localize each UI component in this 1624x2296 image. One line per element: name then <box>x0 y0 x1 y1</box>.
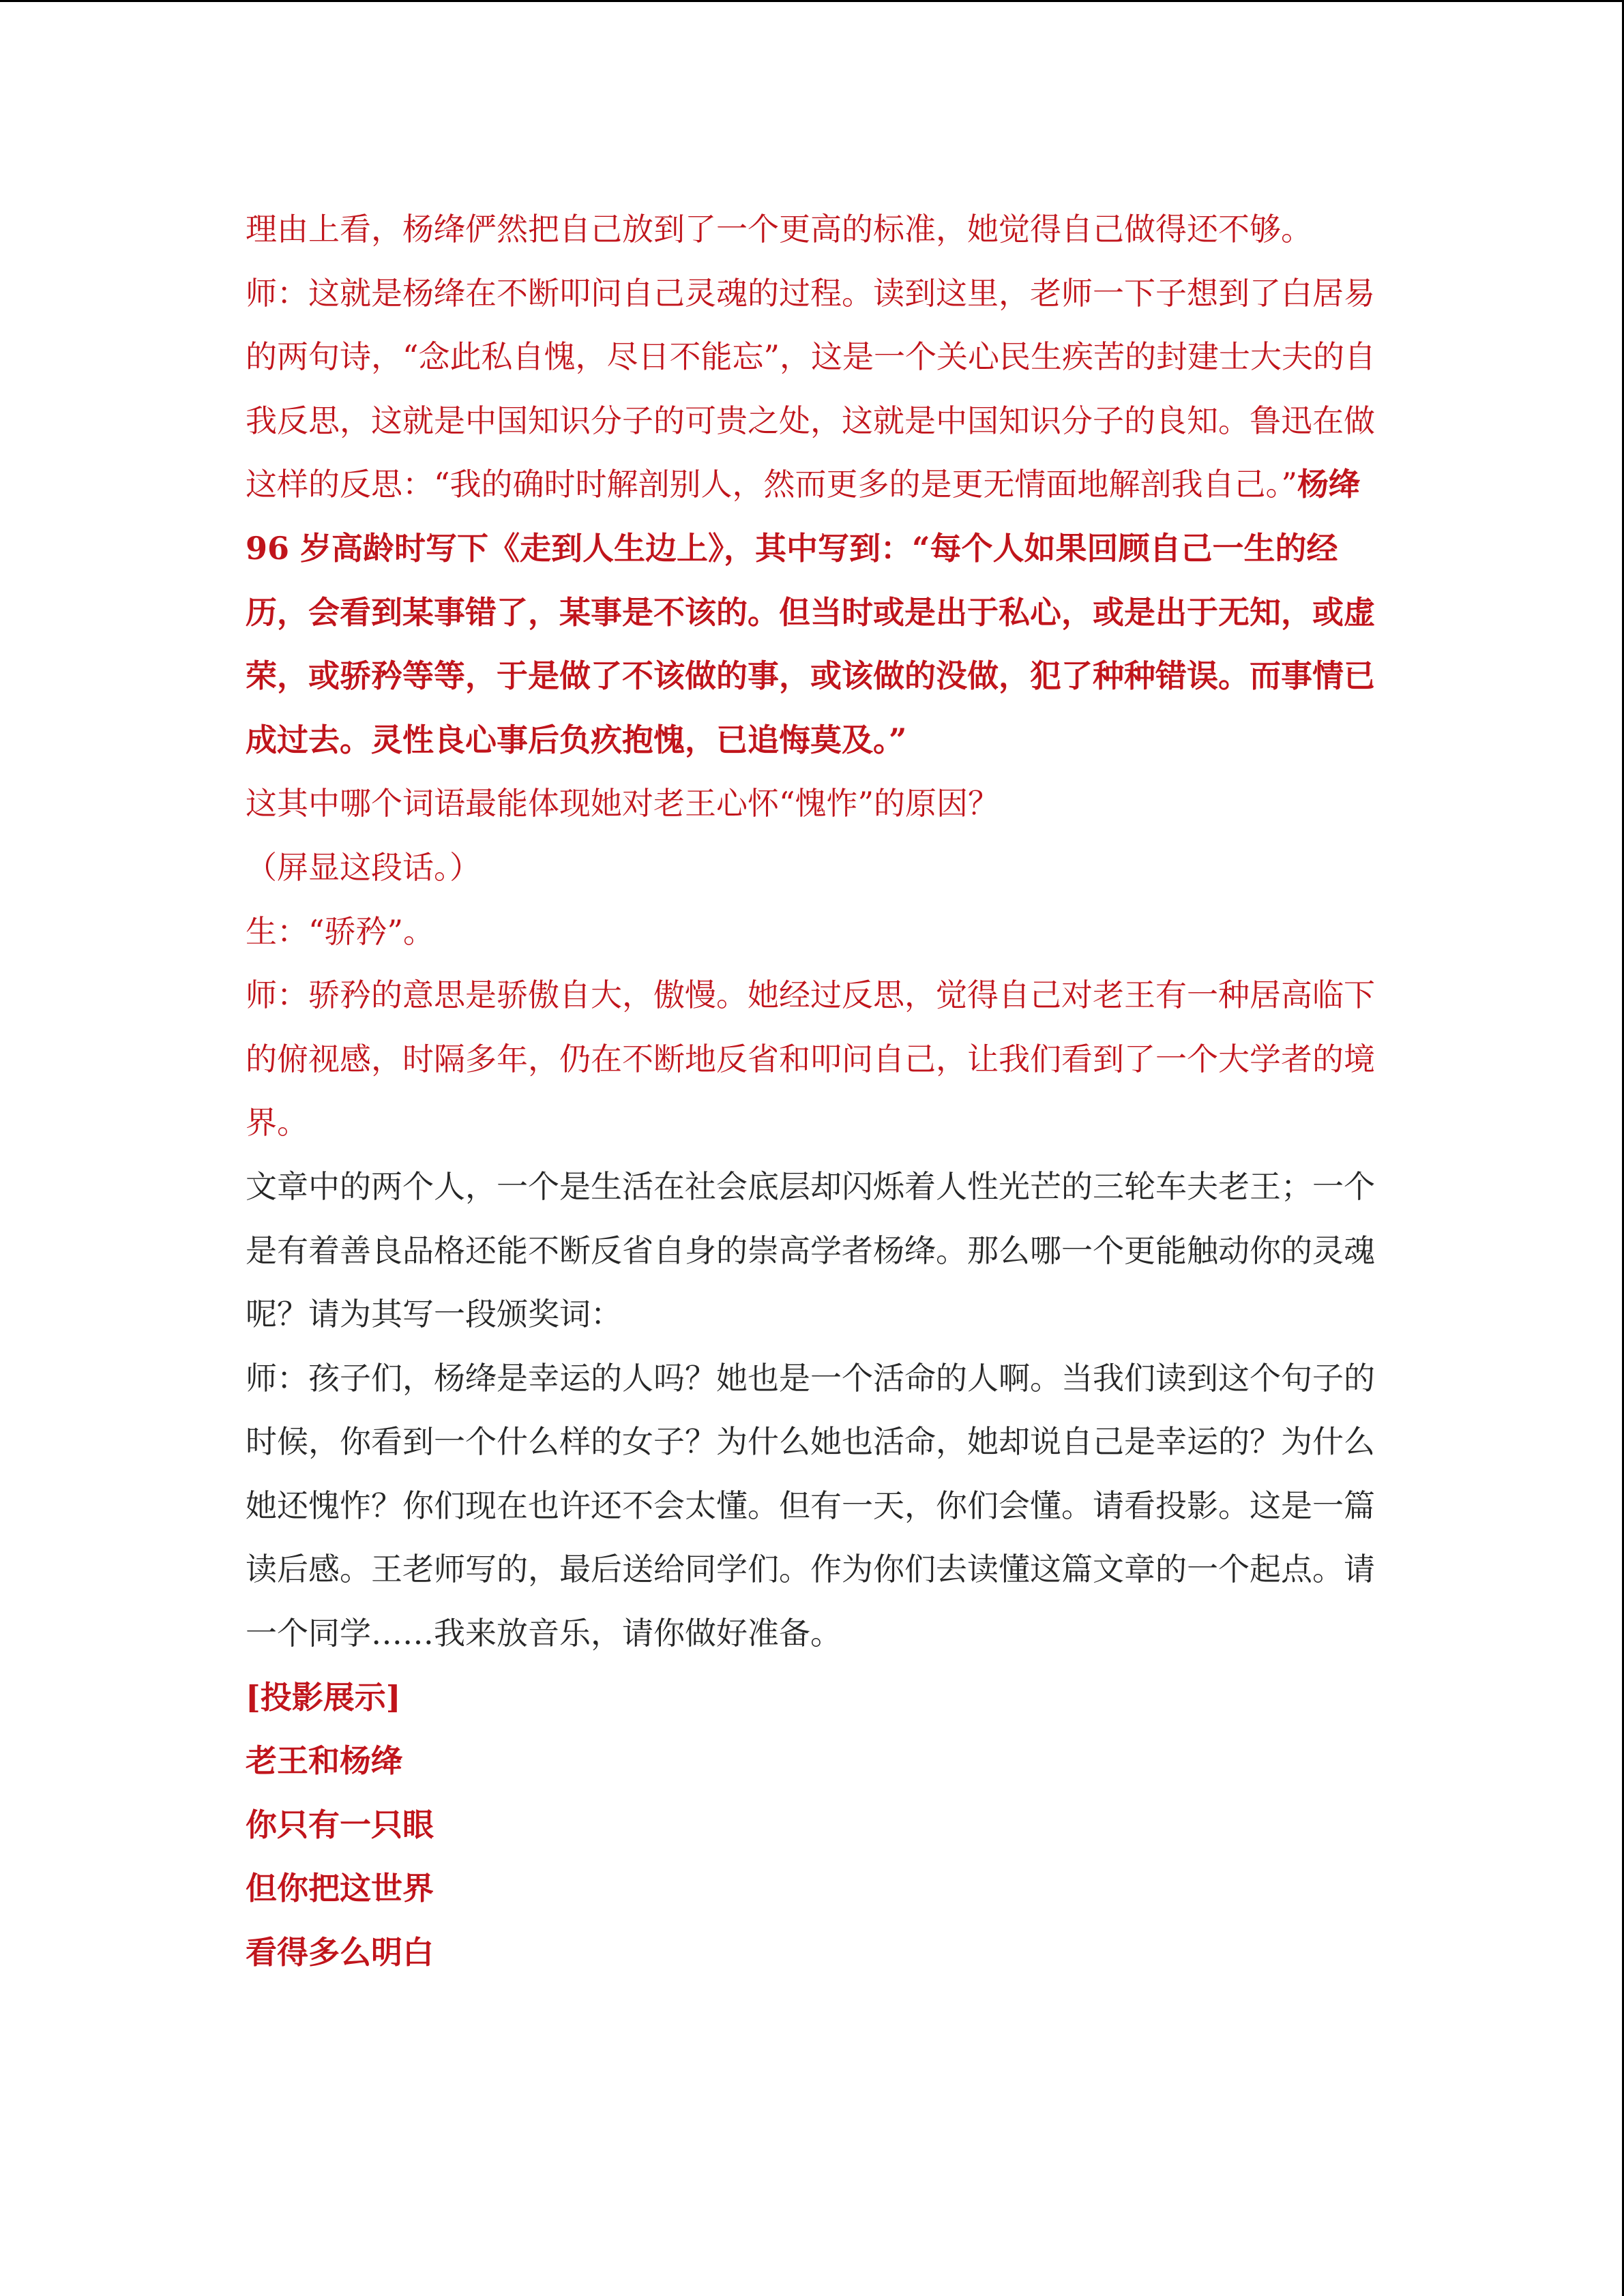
poem-line-2: 但你把这世界 <box>246 1870 434 1907</box>
poem-title: 老王和杨绛 <box>246 1742 402 1780</box>
page-top-border <box>0 0 1624 2</box>
poem-line-1: 你只有一只眼 <box>246 1806 434 1843</box>
document-body <box>246 198 1378 1985</box>
paragraph-teacher-reflection <box>246 262 1378 773</box>
poem-line-3: 看得多么明白 <box>246 1934 434 1971</box>
paragraph-question: 这其中哪个词语最能体现她对老王心怀“愧怍”的原因？ <box>246 785 1000 822</box>
projection-heading: [投影展示] <box>246 1678 401 1716</box>
yang-jiang-quote: 杨绛 96 岁高龄时写下《走到人生边上》，其中写到：“每个人如果回顾自己一生的经历，会看到某事错了，某事是不该的。但当时或是出于私心，或是出于无知，或虚荣，或骄矜等等，于是做了不该做的事，或该做的没做，犯了种种错误。而事情已成过去。灵性良心事后负疚抱愧，已追悔莫及。” <box>246 466 1375 758</box>
paragraph-screen-note: （屏显这段话。） <box>246 848 481 886</box>
paragraph-teacher-explanation: 师：骄矜的意思是骄傲自大，傲慢。她经过反思，觉得自己对老王有一种居高临下的俯视感，时隔多年，仍在不断地反省和叩问自己，让我们看到了一个大学者的境界。 <box>246 976 1375 1142</box>
teacher-reflection-text: 师：这就是杨绛在不断叩问自己灵魂的过程。读到这里，老师一下子想到了白居易的两句诗，“念此私自愧，尽日不能忘”，这是一个关心民生疾苦的封建士大夫的自我反思，这就是中国知识分子的可贵之处，这就是中国知识分子的良知。鲁迅在做这样的反思：“我的确时时解剖别人，然而更多的是更无情面地解剖我自己。” <box>246 274 1376 503</box>
paragraph-two-people: 文章中的两个人，一个是生活在社会底层却闪烁着人性光芒的三轮车夫老王；一个是有着善良品格还能不断反省自身的崇高学者杨绛。那么哪一个更能触动你的灵魂呢？请为其写一段颁奖词： <box>246 1167 1375 1333</box>
paragraph-intro: 理由上看，杨绛俨然把自己放到了一个更高的标准，她觉得自己做得还不够。 <box>246 211 1312 248</box>
paragraph-teacher-children: 师：孩子们，杨绛是幸运的人吗？她也是一个活命的人啊。当我们读到这个句子的时候，你看到一个什么样的女子？为什么她也活命，她却说自己是幸运的？为什么她还愧怍？你们现在也许还不会太懂。但有一天，你们会懂。请看投影。这是一篇读后感。王老师写的，最后送给同学们。作为你们去读懂这篇文章的一个起点。请一个同学……我来放音乐，请你做好准备。 <box>246 1359 1375 1652</box>
paragraph-student-answer: 生：“骄矜”。 <box>246 912 435 950</box>
